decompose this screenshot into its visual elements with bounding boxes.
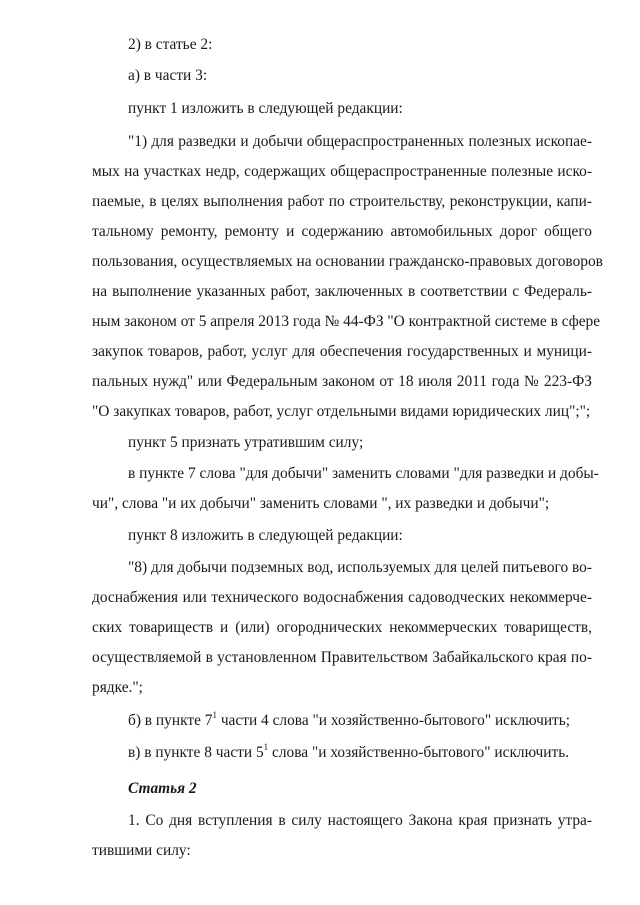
quote1-line: тальному ремонту, ремонту и содержанию автомобильных дорог общего: [92, 223, 592, 240]
quote2-line: ских товариществ и (или) огороднических некоммерческих товариществ,: [92, 619, 592, 636]
art2-line: 1. Со дня вступления в силу настоящего Закона края признать утра-: [128, 812, 592, 829]
quote2-line: доснабжения или технического водоснабжения садоводческих некоммерче-: [92, 589, 592, 606]
quote1-line: ным законом от 5 апреля 2013 года № 44-ФЗ "О контрактной системе в сфере: [92, 313, 601, 330]
article-title: Статья 2: [128, 780, 197, 797]
item-v-sup: 1: [263, 742, 269, 752]
item-point-7-line: в пункте 7 слова "для добычи" заменить словами "для разведки и добы-: [128, 465, 599, 482]
item-v: [128, 741, 569, 765]
item-v-prefix: в) в пункте 8 части 5: [128, 744, 264, 761]
quote1-line: "О закупках товаров, работ, услуг отдельными видами юридических лиц";";: [92, 403, 591, 420]
item-part-3: а) в части 3:: [128, 67, 208, 84]
quote1-line: на выполнение указанных работ, заключенных в соответствии с Федераль-: [92, 283, 592, 300]
quote2-line: "8) для добычи подземных вод, используемых для целей питьевого во-: [128, 559, 592, 576]
item-point-7-line: чи", слова "и их добычи" заменить словами ", их разведки и добычи";: [92, 495, 550, 512]
item-point-5: пункт 5 признать утратившим силу;: [128, 434, 364, 451]
quote1-line: закупок товаров, работ, услуг для обеспечения государственных и муници-: [92, 343, 592, 360]
quote1-line: пользования, осуществляемых на основании гражданско-правовых договоров: [92, 253, 603, 270]
item-v-suffix: слова "и хозяйственно-бытового" исключить.: [268, 744, 570, 761]
item-b: [128, 709, 570, 733]
quote2-line: рядке.";: [92, 679, 143, 696]
quote1-line: мых на участках недр, содержащих общераспространенные полезные иско-: [92, 163, 592, 180]
item-point-8-intro: пункт 8 изложить в следующей редакции:: [128, 527, 403, 544]
quote2-line: осуществляемой в установленном Правительством Забайкальского края по-: [92, 649, 592, 666]
quote1-line: "1) для разведки и добычи общераспространенных полезных ископае-: [128, 133, 592, 150]
item-point-1-intro: пункт 1 изложить в следующей редакции:: [128, 100, 403, 117]
item-b-sup: 1: [212, 710, 217, 720]
item-article-2: 2) в статье 2:: [128, 36, 213, 53]
art2-line: тившими силу:: [92, 842, 191, 859]
quote1-line: пальных нужд" или Федеральным законом от 18 июля 2011 года № 223-ФЗ: [92, 373, 592, 390]
item-b-prefix: б) в пункте 7: [128, 712, 213, 729]
item-b-suffix: части 4 слова "и хозяйственно-бытового" исключить;: [216, 712, 571, 729]
quote1-line: паемые, в целях выполнения работ по строительству, реконструкции, капи-: [92, 193, 592, 210]
